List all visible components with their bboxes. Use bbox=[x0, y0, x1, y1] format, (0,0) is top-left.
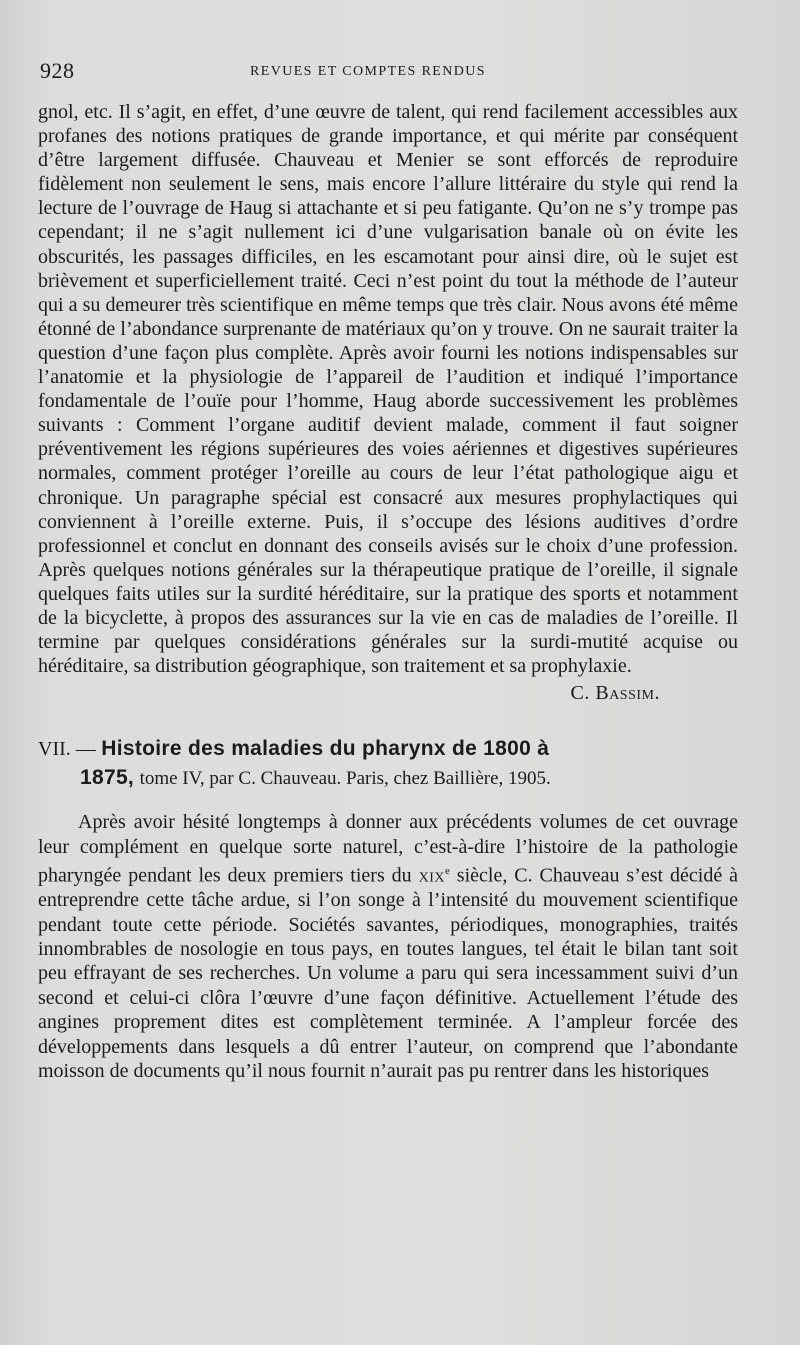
review-text-2 bbox=[38, 810, 738, 1083]
century-superscript: e bbox=[444, 865, 450, 878]
book-details: tome IV, par C. Chauveau. Paris, chez Baillière, 1905. bbox=[139, 768, 551, 790]
book-title-continued: 1875, bbox=[80, 766, 135, 790]
review-text-2-part-1: Après avoir hésité longtemps à donner aux précédents volumes de cet ouvrage leur complément en quelque sorte naturel, c’est-à-dire l’histoire de la pathologie pharyngée pendant les deux premiers tiers du bbox=[38, 811, 738, 887]
review-text-2-part-2: siècle, C. Chauveau s’est décidé à entreprendre cette tâche ardue, si l’on songe à l’intensité du mouvement scientifique pendant toute cette période. Sociétés savantes, périodiques, monographies, traités innombrables de nosologie en tous pays, en toutes langues, tel était le bilan tant soit peu effrayant de ses recherches. Un volume a paru qui sera incessamment suivi d’un second et celui-ci clôra l’œuvre d’une façon définitive. Actuellement l’étude des angines proprement dites est complètement terminée. A l’ampleur forcée des développements dans lesquels a dû entrer l’auteur, on comprend que l’abondante moisson de documents qu’il nous fournit n’aurait pas pu rentrer dans les historiques bbox=[38, 864, 738, 1082]
page-body bbox=[38, 100, 738, 1083]
review-text: gnol, etc. Il s’agit, en effet, d’une œuvre de talent, qui rend facilement accessibles aux profanes des notions pratiques de grande importance, et qui mérite par conséquent d’être largement diffusée. Chauveau et Menier se sont efforcés de reproduire fidèlement non seulement le sens, mais encore l’allure littéraire du style qui rend la lecture de l’ouvrage de Haug si attachante et si peu fatigante. Qu’on ne s’y trompe pas cependant; il ne s’agit nullement ici d’une vulgarisation banale où on évite les obscurités, les passages difficiles, en les escamotant pour ainsi dire, où le sujet est brièvement et superficiellement traité. Ceci n’est point du tout la méthode de l’auteur qui a su demeurer très scientifique en même temps que très clair. Nous avons été même étonné de l’abondance surprenante de matériaux qu’on y trouve. On ne saurait traiter la question d’une façon plus complète. Après avoir fourni les notions indispensables sur l’anatomie et la physiologie de l’appareil de l’audition et indiqué l’importance fondamentale de l’ouïe pour l’homme, Haug aborde successivement les problèmes suivants : Comment l’organe auditif devient malade, comment il faut soigner préventivement les régions supérieures des voies aériennes et digestives supérieures normales, comment protéger l’oreille au cours de leur l’état pathologique aigu et chronique. Un paragraphe spécial est consacré aux mesures prophylactiques qui conviennent à l’oreille externe. Puis, il s’occupe des lésions auditives d’ordre professionnel et conclut en donnant des conseils avisés sur le choix d’une profession. Après quelques notions générales sur la thérapeutique pratique de l’oreille, il signale quelques faits utiles sur la surdité héréditaire, sur la pratique des sports et notamment de la bicyclette, à propos des assurances sur la vie en cas de maladies de l’oreille. Il termine par quelques considérations générales sur la surdi-mutité acquise ou héréditaire, sa distribution géographique, son traitement et sa prophylaxie. bbox=[38, 101, 738, 678]
page-header bbox=[40, 58, 740, 88]
century-numeral: xix bbox=[418, 864, 445, 887]
section-number: VII. — bbox=[38, 738, 96, 761]
review-signature: C. Bassim. bbox=[570, 682, 660, 705]
page-number: 928 bbox=[40, 58, 75, 83]
running-head: REVUES ET COMPTES RENDUS bbox=[250, 64, 486, 79]
section-heading bbox=[38, 734, 738, 792]
book-title: Histoire des maladies du pharynx de 1800 à bbox=[101, 737, 550, 761]
